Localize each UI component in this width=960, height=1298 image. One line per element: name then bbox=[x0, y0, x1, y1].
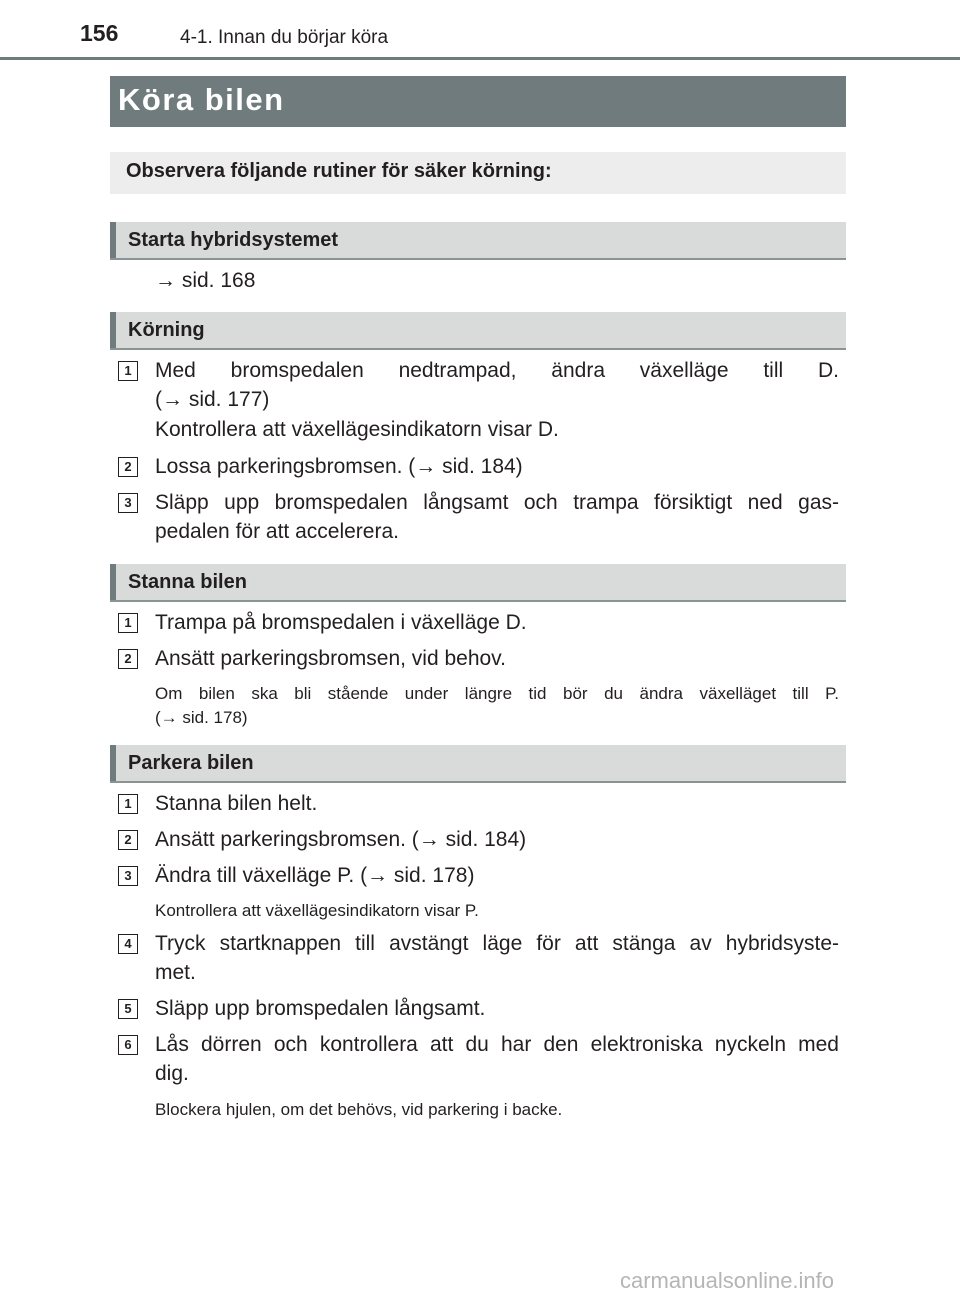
section-heading-driving bbox=[110, 312, 846, 350]
step-number-badge: 5 bbox=[118, 999, 138, 1019]
driving-step-3-line2: pedalen för att accelerera. bbox=[155, 520, 399, 543]
section-heading-park bbox=[110, 745, 846, 783]
start-reference[interactable]: → sid. 168 bbox=[155, 269, 256, 292]
step-number-badge: 2 bbox=[118, 830, 138, 850]
park-step-3: Ändra till växelläge P. (→ sid. 178) bbox=[155, 864, 475, 887]
step-number-badge: 3 bbox=[118, 493, 138, 513]
section-heading-text: Starta hybridsystemet bbox=[128, 229, 339, 251]
step-number-badge: 1 bbox=[118, 361, 138, 381]
page-title-bar bbox=[110, 76, 846, 127]
section-heading-stop bbox=[110, 564, 846, 602]
page-header bbox=[0, 0, 960, 62]
step-number-badge: 1 bbox=[118, 794, 138, 814]
section-heading-text: Stanna bilen bbox=[128, 571, 247, 593]
park-step-5: Släpp upp bromspedalen långsamt. bbox=[155, 997, 486, 1020]
stop-step-2: Ansätt parkeringsbromsen, vid behov. bbox=[155, 647, 506, 670]
step-number-badge: 6 bbox=[118, 1035, 138, 1055]
page-title: Köra bilen bbox=[118, 82, 285, 117]
stop-step-1: Trampa på bromspedalen i växelläge D. bbox=[155, 611, 527, 634]
driving-step-1-line2[interactable]: (→ sid. 177) bbox=[155, 388, 270, 411]
park-step-3-note: Kontrollera att växellägesindikatorn visar P. bbox=[155, 901, 479, 920]
step-number-badge: 3 bbox=[118, 866, 138, 886]
section-heading-start bbox=[110, 222, 846, 260]
chapter-title: 4-1. Innan du börjar köra bbox=[180, 27, 389, 48]
section-heading-text: Parkera bilen bbox=[128, 752, 254, 774]
stop-step-2-note-line1: Om bilen ska bli stående under längre tid bör du ändra växelläget till P. bbox=[155, 684, 839, 703]
park-step-2: Ansätt parkeringsbromsen. (→ sid. 184) bbox=[155, 828, 527, 851]
watermark: carmanualsonline.info bbox=[620, 1268, 835, 1293]
header-divider bbox=[0, 57, 960, 60]
park-step-6-line2: dig. bbox=[155, 1062, 189, 1085]
park-step-1: Stanna bilen helt. bbox=[155, 792, 318, 815]
intro-text: Observera följande rutiner för säker körning: bbox=[126, 160, 552, 182]
driving-step-3-line1: Släpp upp bromspedalen långsamt och trampa försiktigt ned gas- bbox=[155, 491, 839, 514]
driving-step-1-line3: Kontrollera att växellägesindikatorn visar D. bbox=[155, 418, 559, 441]
page-number: 156 bbox=[80, 20, 119, 46]
park-step-6-note: Blockera hjulen, om det behövs, vid parkering i backe. bbox=[155, 1100, 563, 1119]
intro-box bbox=[110, 152, 846, 194]
section-heading-text: Körning bbox=[128, 319, 205, 341]
step-number-badge: 1 bbox=[118, 613, 138, 633]
park-step-6-line1: Lås dörren och kontrollera att du har den elektroniska nyckeln med bbox=[155, 1033, 839, 1056]
step-number-badge: 4 bbox=[118, 934, 138, 954]
park-step-4-line2: met. bbox=[155, 961, 196, 984]
park-step-4-line1: Tryck startknappen till avstängt läge för att stänga av hybridsyste- bbox=[155, 932, 839, 955]
driving-step-2: Lossa parkeringsbromsen. (→ sid. 184) bbox=[155, 455, 523, 478]
driving-step-1-line1: Med bromspedalen nedtrampad, ändra växelläge till D. bbox=[155, 359, 839, 382]
step-number-badge: 2 bbox=[118, 457, 138, 477]
step-number-badge: 2 bbox=[118, 649, 138, 669]
stop-step-2-note-line2[interactable]: (→ sid. 178) bbox=[155, 708, 248, 727]
